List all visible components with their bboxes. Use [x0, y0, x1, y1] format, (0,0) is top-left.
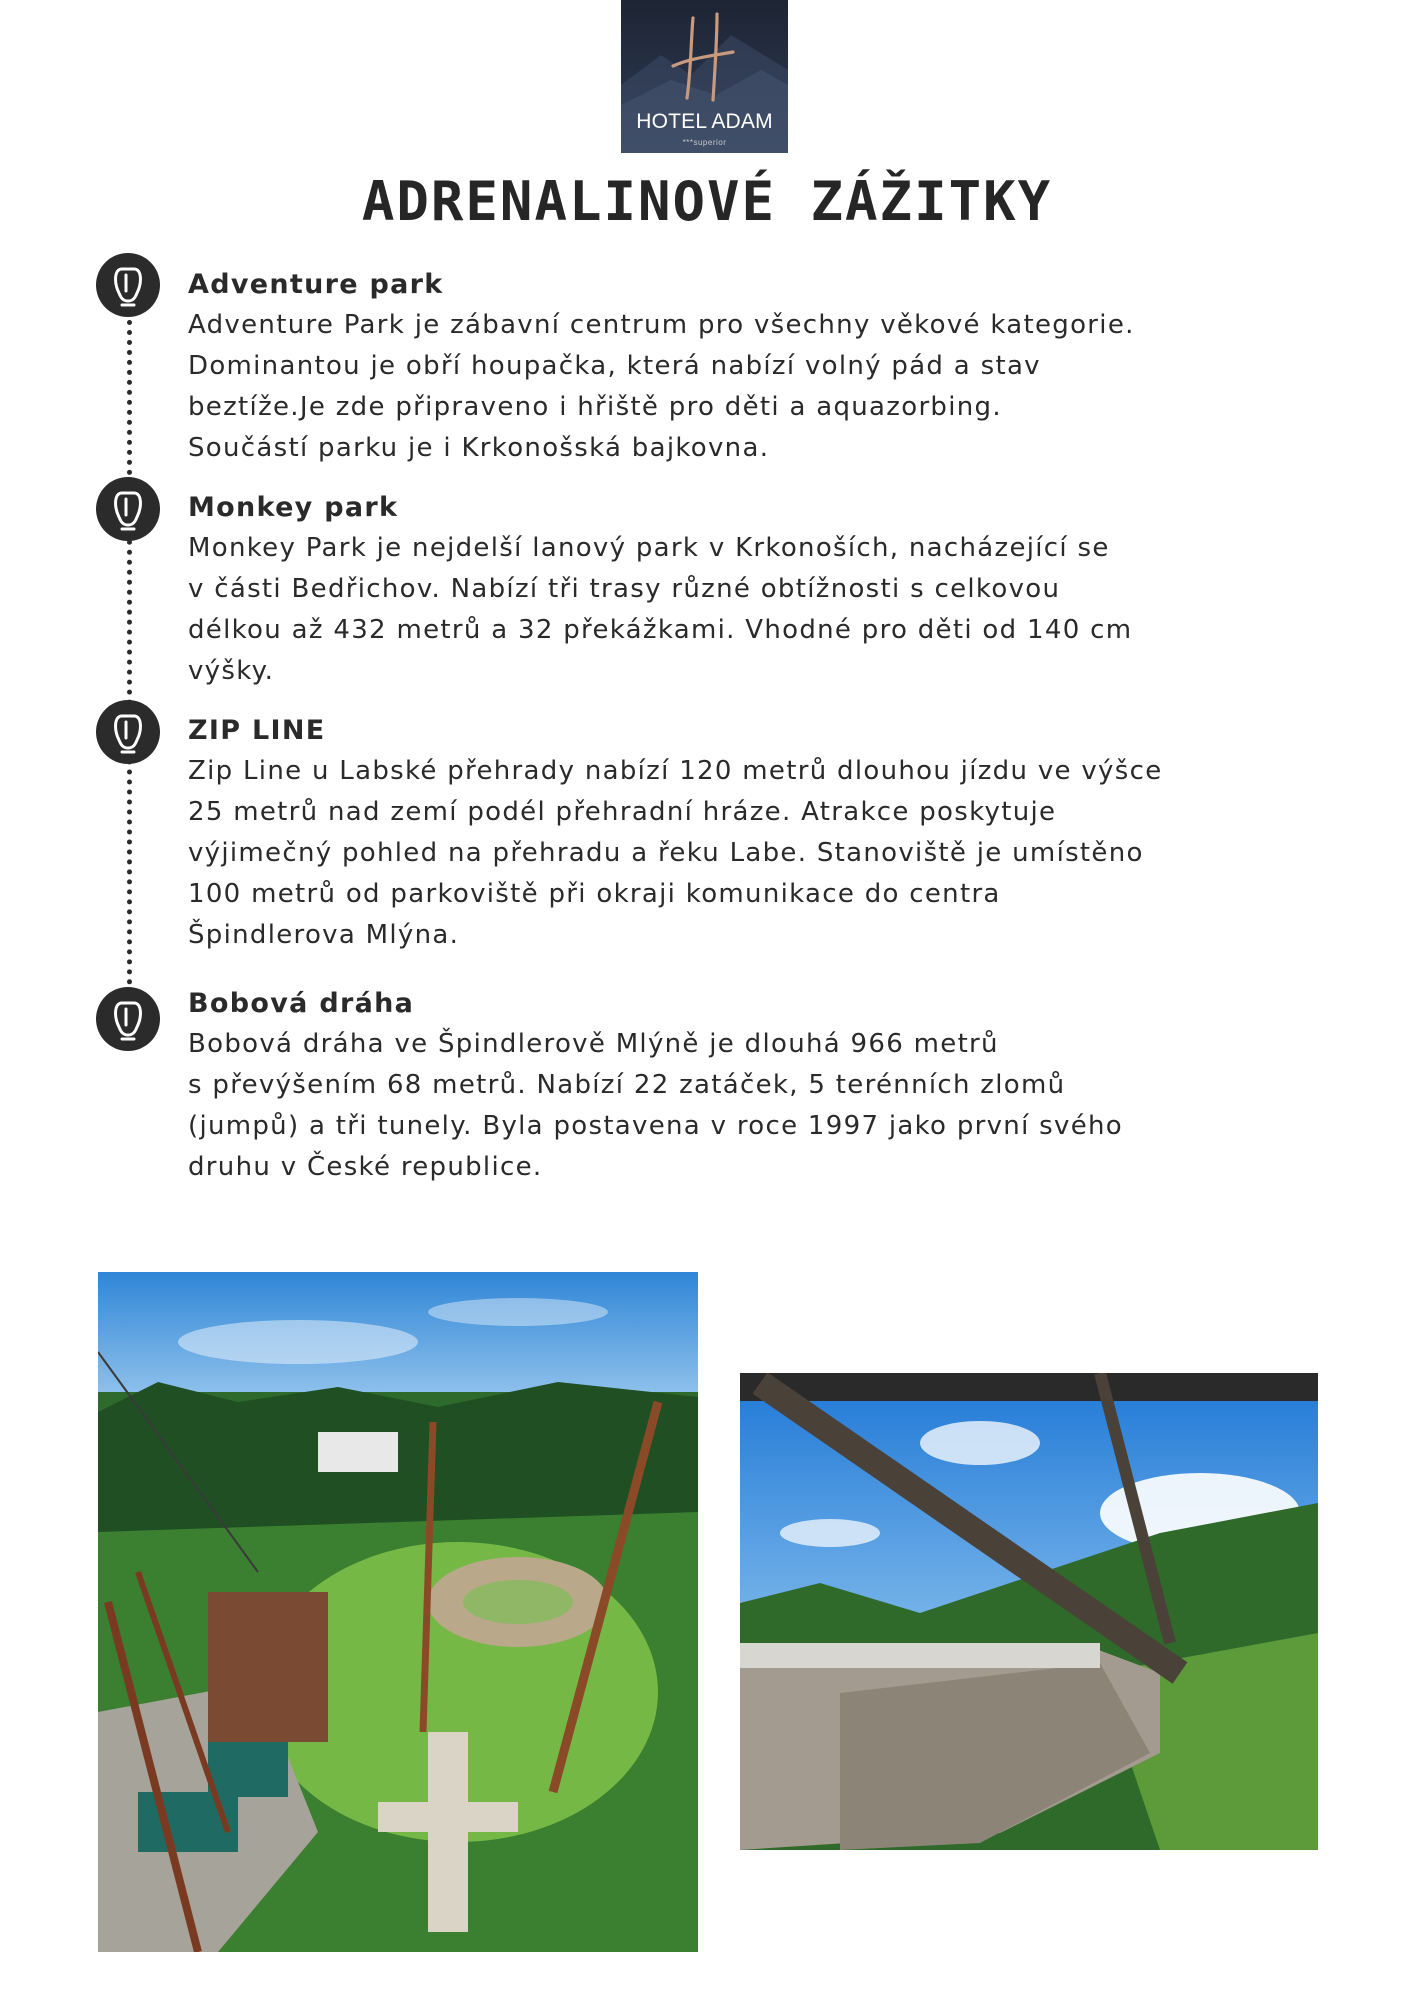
attraction-monkey-park: [188, 487, 1228, 692]
attraction-description: Monkey Park je nejdelší lanový park v Krkonoších, nacházející se v části Bedřichov. Nabízí tři trasy různé obtížnosti s celkovou délkou až 432 metrů a 32 překážkami. Vhodné pro děti od 140 cm výšky.: [188, 533, 1133, 686]
carabiner-icon: [96, 477, 160, 541]
timeline-line: [127, 290, 132, 1015]
attraction-zip-line: [188, 710, 1228, 956]
page-title: ADRENALINOVÉ ZÁŽITKY: [361, 170, 1053, 233]
logo-subtitle: ***superior: [682, 138, 727, 147]
attraction-description: Bobová dráha ve Špindlerově Mlýně je dlouhá 966 metrů s převýšením 68 metrů. Nabízí 22 zatáček, 5 terénních zlomů (jumpů) a tři tunely. Byla postavena v roce 1997 jako první svého druhu v České republice.: [188, 1029, 1123, 1182]
zip-line-dam-photo: [740, 1373, 1318, 1850]
attraction-title: Adventure park: [188, 269, 444, 300]
attraction-description: Adventure Park je zábavní centrum pro všechny věkové kategorie. Dominantou je obří houpačka, která nabízí volný pád a stav beztíže.Je zde připraveno i hřiště pro děti a aquazorbing. Součástí parku je i Krkonošská bajkovna.: [188, 310, 1135, 463]
carabiner-icon: [96, 700, 160, 764]
logo-name: HOTEL ADAM: [636, 110, 773, 133]
attraction-description: Zip Line u Labské přehrady nabízí 120 metrů dlouhou jízdu ve výšce 25 metrů nad zemí podél přehradní hráze. Atrakce poskytuje výjimečný pohled na přehradu a řeku Labe. Stanoviště je umístěno 100 metrů od parkoviště při okraji komunikace do centra Špindlerova Mlýna.: [188, 756, 1163, 950]
hotel-logo: [621, 0, 788, 153]
adventure-park-photo: [98, 1272, 698, 1952]
carabiner-icon: [96, 987, 160, 1051]
attraction-title: ZIP LINE: [188, 715, 326, 746]
carabiner-icon: [96, 253, 160, 317]
attraction-adventure-park: [188, 264, 1228, 469]
attraction-title: Bobová dráha: [188, 988, 415, 1019]
attraction-bobova-draha: [188, 983, 1228, 1188]
attraction-title: Monkey park: [188, 492, 399, 523]
